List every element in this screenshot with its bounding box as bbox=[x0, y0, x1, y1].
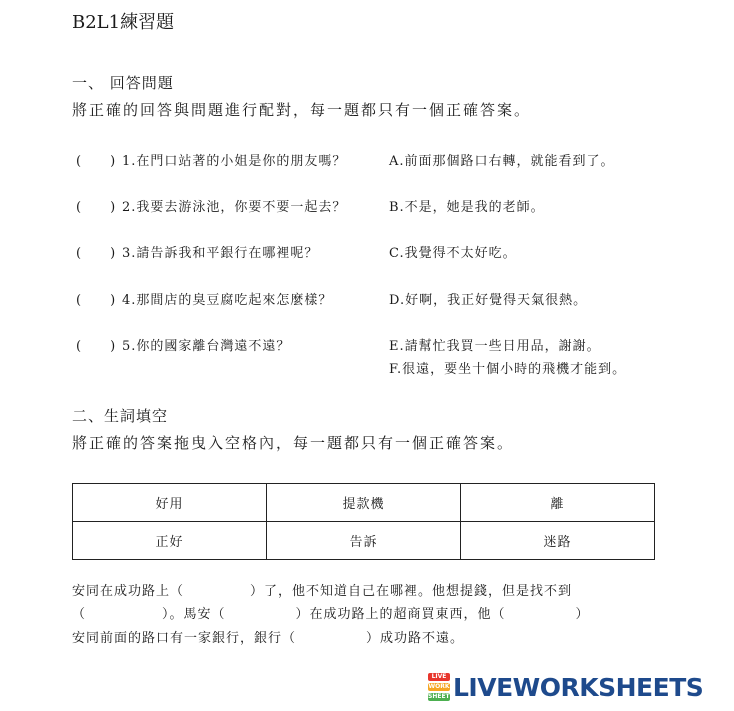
word-bank-item[interactable]: 告訴 bbox=[267, 522, 461, 560]
section2-instruction: 將正確的答案拖曳入空格內，每一題都只有一個正確答案。 bbox=[72, 434, 515, 452]
answer-option-d: D.好啊，我正好覺得天氣很熱。 bbox=[389, 293, 588, 308]
section1-instruction: 將正確的回答與問題進行配對，每一題都只有一個正確答案。 bbox=[72, 101, 532, 119]
question-text: 5.你的國家離台灣遠不遠？ bbox=[122, 339, 291, 354]
passage-text: 安同前面的路口有一家銀行，銀行（ bbox=[72, 631, 297, 646]
logo-text: LIVEWORKSHEETS bbox=[453, 672, 704, 702]
word-bank-item[interactable]: 提款機 bbox=[267, 484, 461, 522]
passage-text: ）了，他不知道自己在哪裡。他想提錢，但是找不到 bbox=[250, 584, 573, 599]
question-row bbox=[76, 196, 346, 215]
passage-text: （ bbox=[72, 607, 87, 622]
section1-heading: 一、 回答問題 bbox=[72, 74, 174, 92]
question-text: 4.那間店的臭豆腐吃起來怎麼樣？ bbox=[122, 293, 333, 308]
question-text: 1.在門口站著的小姐是你的朋友嗎？ bbox=[122, 154, 347, 169]
question-text: 3.請告訴我和平銀行在哪裡呢？ bbox=[122, 246, 319, 261]
passage-text: ）在成功路上的超商買東西，他（ bbox=[295, 607, 506, 622]
liveworksheets-logo bbox=[428, 672, 703, 702]
answer-option-c: C.我覺得不太好吃。 bbox=[389, 246, 517, 261]
answer-option-b: B.不是，她是我的老師。 bbox=[389, 200, 545, 215]
answer-blank[interactable]: ( ) bbox=[76, 246, 117, 261]
answer-option-f: F.很遠，要坐十個小時的飛機才能到。 bbox=[389, 362, 627, 377]
word-bank-item[interactable]: 離 bbox=[461, 484, 655, 522]
page-title: B2L1練習題 bbox=[72, 12, 175, 33]
passage-text: ）成功路不遠。 bbox=[366, 631, 465, 646]
answer-option-e: E.請幫忙我買一些日用品，謝謝。 bbox=[389, 339, 601, 354]
question-text: 2.我要去游泳池，你要不要一起去？ bbox=[122, 200, 347, 215]
answer-blank[interactable]: ( ) bbox=[76, 154, 117, 169]
answer-blank[interactable]: ( ) bbox=[76, 293, 117, 308]
answer-blank[interactable]: ( ) bbox=[76, 200, 117, 215]
passage-text: 安同在成功路上（ bbox=[72, 584, 185, 599]
passage-line-2 bbox=[72, 603, 590, 622]
logo-badge-icon: LIVE WORK SHEETS bbox=[428, 673, 454, 700]
word-bank-item[interactable]: 好用 bbox=[73, 484, 267, 522]
word-bank-item[interactable]: 迷路 bbox=[461, 522, 655, 560]
passage-text: ）。馬安（ bbox=[162, 607, 226, 622]
passage-line-1 bbox=[72, 580, 572, 599]
answer-option-a: A.前面那個路口右轉，就能看到了。 bbox=[389, 154, 615, 169]
answer-blank[interactable]: ( ) bbox=[76, 339, 117, 354]
question-row bbox=[76, 150, 346, 169]
question-row bbox=[76, 289, 332, 308]
word-bank-table bbox=[72, 483, 655, 560]
passage-line-3 bbox=[72, 627, 464, 646]
question-row bbox=[76, 335, 290, 354]
question-row bbox=[76, 242, 318, 261]
passage-text: ） bbox=[575, 607, 590, 622]
word-bank-item[interactable]: 正好 bbox=[73, 522, 267, 560]
section2-heading: 二、生詞填空 bbox=[72, 407, 169, 425]
